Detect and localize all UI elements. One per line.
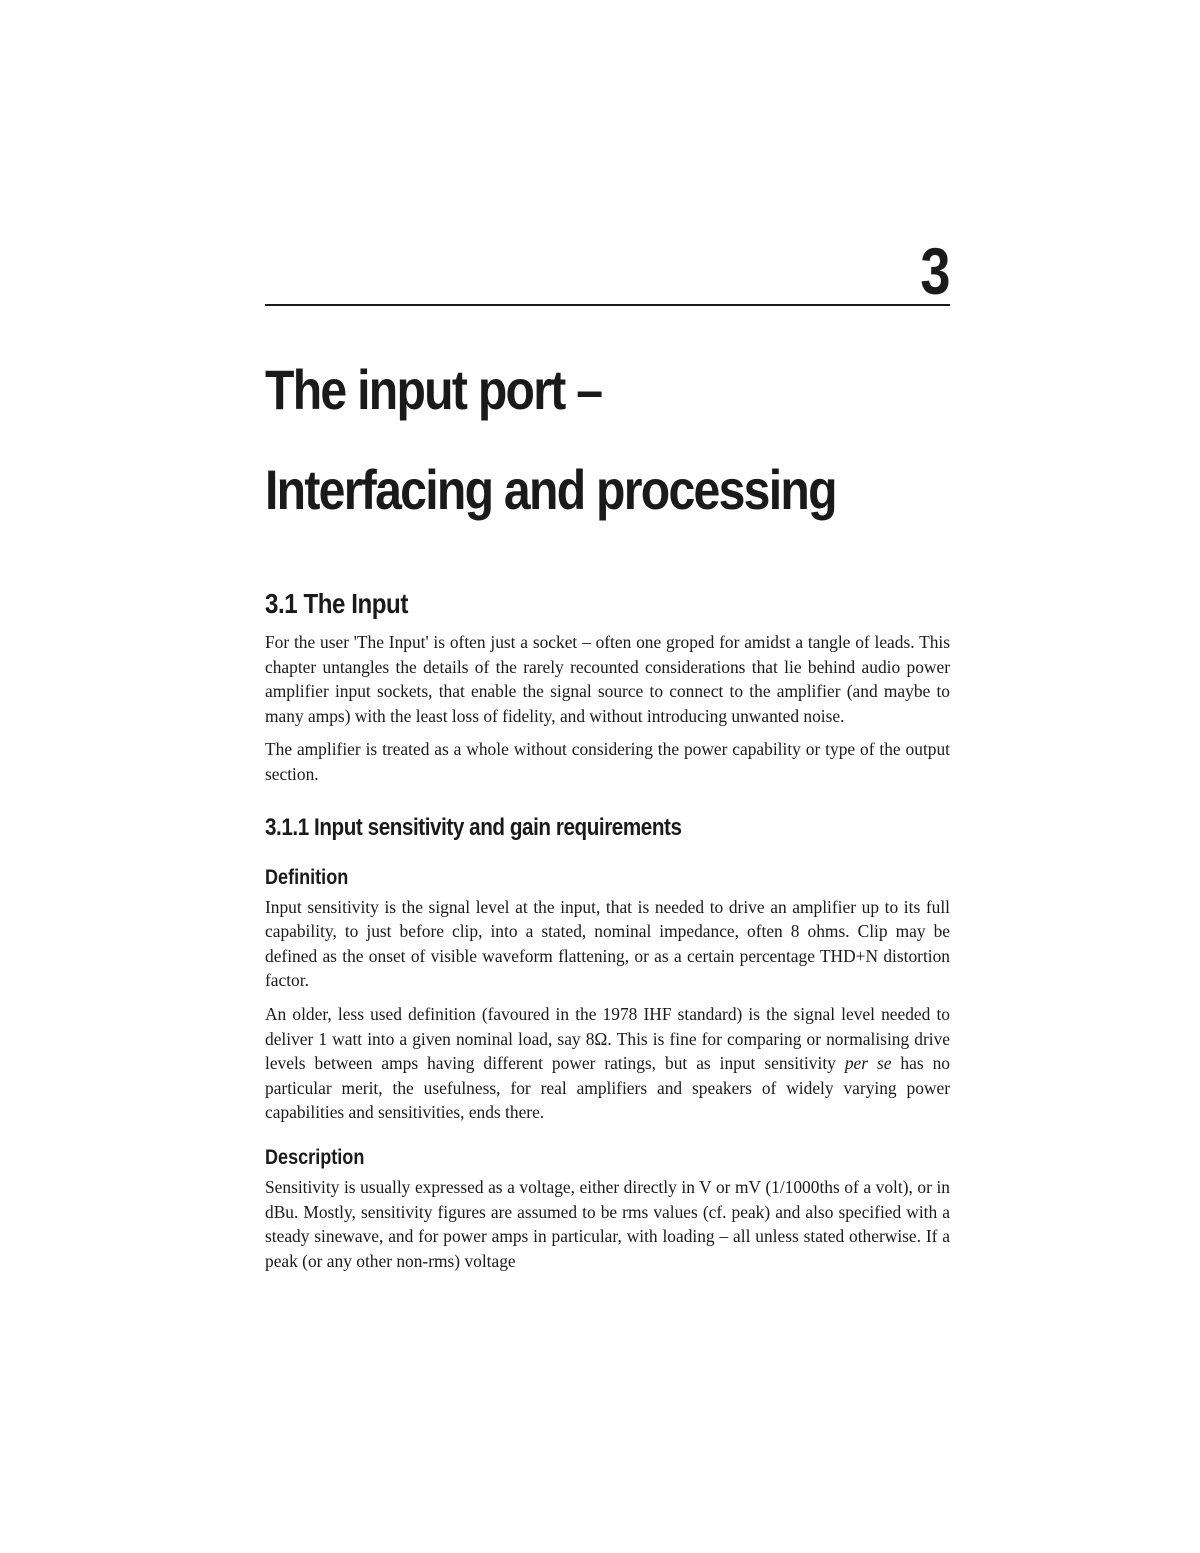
section-heading-3-1: 3.1 The Input	[265, 588, 408, 619]
chapter-rule	[265, 304, 950, 306]
section-3-1-paragraph-2: The amplifier is treated as a whole without considering the power capability or type of the output section.	[265, 739, 950, 784]
definition-heading: Definition	[265, 865, 349, 889]
section-3-1-paragraph-1: For the user 'The Input' is often just a socket – often one groped for amidst a tangle of leads. This chapter untangles the details of the rarely recounted considerations that lie behind audio power amplifier input sockets, that enable the signal source to connect to the amplifier (and maybe to many amps) with the least loss of fidelity, and without introducing unwanted noise.	[265, 632, 950, 726]
definition-paragraph-2-start: An older, less used definition (favoured in the 1978 IHF standard) is the signal level needed to deliver 1 watt into a given nominal load, say 8Ω. This is fine for comparing or normalising drive levels between amps having different power ratings, but as input sensitivity	[265, 1003, 950, 1074]
chapter-number: 3	[920, 234, 950, 308]
chapter-title-line-1: The input port –	[265, 358, 602, 421]
description-heading: Description	[265, 1145, 365, 1169]
definition-paragraph-2-end: has no particular merit, the usefulness, for real amplifiers and speakers of widely varying power capabilities and sensitivities, ends there.	[265, 1053, 950, 1123]
chapter-title	[265, 340, 953, 540]
chapter-body	[265, 586, 950, 1282]
definition-paragraph-2-italic: per se	[844, 1053, 892, 1074]
definition-paragraph-1: Input sensitivity is the signal level at the input, that is needed to drive an amplifier up to its full capability, to just before clip, into a stated, nominal impedance, often 8 ohms. Clip may be defined as the onset of visible waveform flattening, or as a certain percentage THD+N distortion factor.	[265, 896, 950, 991]
chapter-title-line-2: Interfacing and processing	[265, 458, 836, 521]
description-paragraph-1: Sensitivity is usually expressed as a voltage, either directly in V or mV (1/1000ths of a volt), or in dBu. Mostly, sensitivity figures are assumed to be rms values (cf. peak) and also specified with a steady sinewave, and for power amps in particular, with loading – all unless stated otherwise. If a peak (or any other non-rms) voltage	[265, 1176, 950, 1271]
section-heading-3-1-1: 3.1.1 Input sensitivity and gain requirements	[265, 813, 682, 841]
definition-paragraph-2	[265, 1002, 950, 1125]
